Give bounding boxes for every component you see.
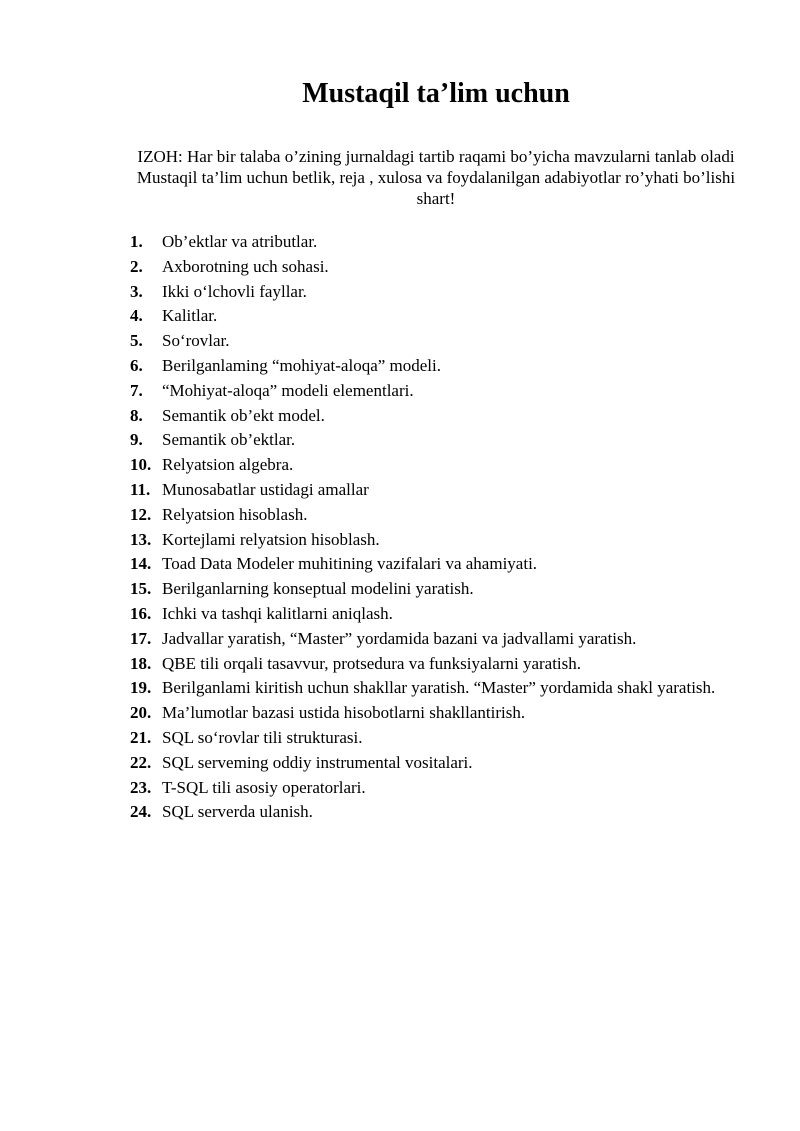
list-item (130, 627, 742, 652)
list-item (130, 800, 742, 825)
list-item (130, 404, 742, 429)
list-item (130, 652, 742, 677)
list-item-number: 8. (130, 405, 143, 425)
list-item-text: Kortejlami relyatsion hisoblash. (162, 529, 380, 549)
list-item-number: 5. (130, 331, 143, 351)
list-item-number: 14. (130, 554, 152, 574)
list-item-number: 18. (130, 653, 152, 673)
list-item-number: 3. (130, 281, 143, 301)
note-line-1: IZOH: Har bir talaba o’zining jurnaldagi tartib raqami bo’yicha mavzularni tanlab oladi (137, 147, 735, 166)
list-item (130, 304, 742, 329)
list-item-text: Jadvallar yaratish, “Master” yordamida bazani va jadvallami yaratish. (162, 628, 637, 648)
list-item-number: 2. (130, 256, 143, 276)
list-item (130, 503, 742, 528)
list-item-number: 9. (130, 430, 143, 450)
list-item-text: Ma’lumotlar bazasi ustida hisobotlarni shakllantirish. (162, 703, 526, 723)
list-item-number: 20. (130, 703, 152, 723)
list-item-text: Relyatsion algebra. (162, 455, 294, 475)
list-item-text: Semantik ob’ekt model. (162, 405, 325, 425)
list-item (130, 255, 742, 280)
list-item-text: Berilganlaming “mohiyat-aloqa” modeli. (162, 355, 441, 375)
list-item-text: Relyatsion hisoblash. (162, 504, 308, 524)
list-item-text: SQL serverda ulanish. (162, 802, 313, 822)
list-item-number: 22. (130, 752, 152, 772)
list-item-text: SQL so‘rovlar tili strukturasi. (162, 727, 363, 747)
list-item (130, 379, 742, 404)
list-item-number: 17. (130, 628, 152, 648)
list-item (130, 577, 742, 602)
list-item (130, 428, 742, 453)
list-item-text: Ikki o‘lchovli fayllar. (162, 281, 307, 301)
topic-list (130, 230, 742, 825)
list-item-number: 19. (130, 678, 152, 698)
list-item (130, 701, 742, 726)
list-item-number: 11. (130, 479, 151, 499)
list-item-number: 15. (130, 579, 152, 599)
list-item-text: “Mohiyat-aloqa” modeli elementlari. (162, 380, 414, 400)
list-item (130, 354, 742, 379)
list-item-text: QBE tili orqali tasavvur, protsedura va funksiyalarni yaratish. (162, 653, 582, 673)
list-item-text: Ob’ektlar va atributlar. (162, 232, 318, 251)
list-item-text: Ichki va tashqi kalitlarni aniqlash. (162, 603, 393, 623)
list-item (130, 602, 742, 627)
list-item-text: So‘rovlar. (162, 331, 230, 351)
list-item-text: SQL serveming oddiy instrumental vositalari. (162, 752, 473, 772)
list-item-number: 13. (130, 529, 152, 549)
list-item-number: 7. (130, 380, 143, 400)
page-title (130, 76, 742, 112)
note-line-2: Mustaqil ta’lim uchun betlik, reja , xulosa va foydalanilgan adabiyotlar ro’yhati bo’lishi shart! (136, 168, 736, 208)
list-item (130, 280, 742, 305)
list-item-text: Munosabatlar ustidagi amallar (162, 479, 369, 499)
list-item (130, 552, 742, 577)
list-item (130, 329, 742, 354)
list-item (130, 726, 742, 751)
list-item (130, 528, 742, 553)
list-item-number: 24. (130, 802, 152, 822)
list-item-text: Berilganlarning konseptual modelini yaratish. (162, 579, 474, 599)
list-item-number: 21. (130, 727, 152, 747)
list-item-number: 4. (130, 306, 143, 326)
list-item-number: 23. (130, 777, 152, 797)
list-item-number: 1. (130, 232, 143, 251)
list-item-number: 6. (130, 355, 143, 375)
list-item (130, 751, 742, 776)
list-item-number: 12. (130, 504, 152, 524)
list-item-text: Toad Data Modeler muhitining vazifalari va ahamiyati. (162, 554, 538, 574)
list-item-text: Berilganlami kiritish uchun shakllar yaratish. “Master” yordamida shakl yaratish. (162, 678, 716, 698)
list-item (130, 230, 742, 255)
list-item (130, 453, 742, 478)
list-item-number: 10. (130, 455, 152, 475)
page-title-text: Mustaqil ta’lim uchun (302, 78, 570, 109)
list-item (130, 776, 742, 801)
list-item-text: T-SQL tili asosiy operatorlari. (162, 777, 366, 797)
instruction-note (130, 146, 742, 209)
list-item-text: Kalitlar. (162, 306, 218, 326)
list-item-text: Axborotning uch sohasi. (162, 256, 329, 276)
list-item-text: Semantik ob’ektlar. (162, 430, 296, 450)
list-item-number: 16. (130, 603, 152, 623)
list-item (130, 676, 742, 701)
list-item (130, 478, 742, 503)
